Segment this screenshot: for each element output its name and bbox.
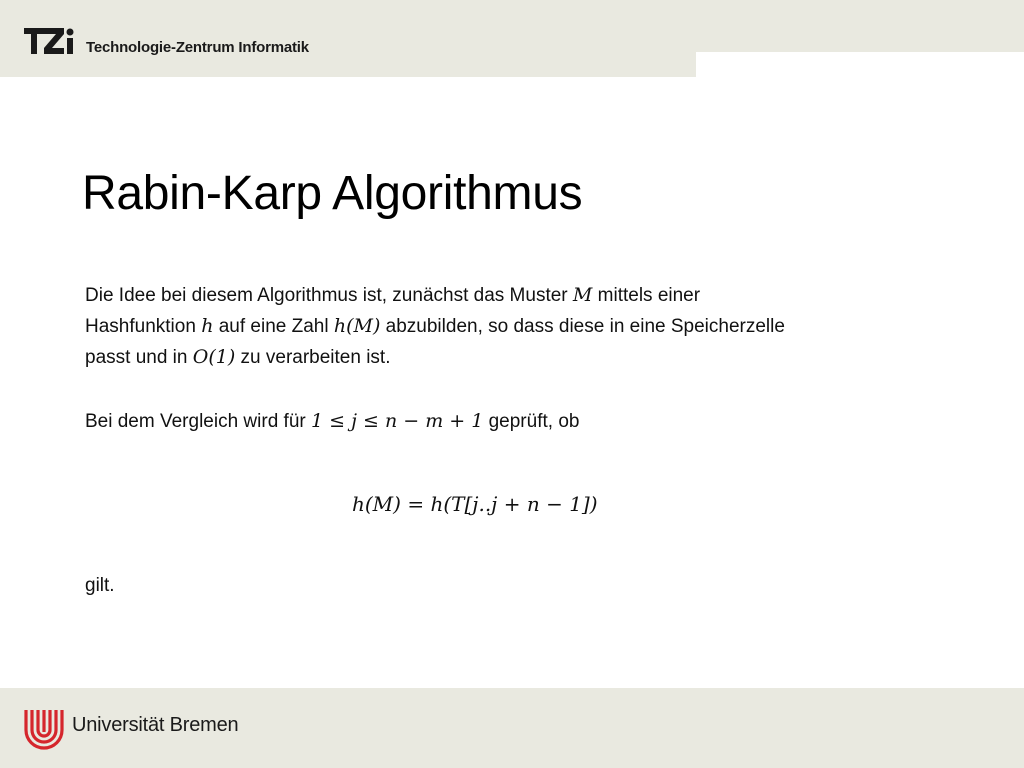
institute-name: Technologie-Zentrum Informatik <box>86 39 309 56</box>
slide-title: Rabin-Karp Algorithmus <box>82 167 583 220</box>
math-condition: 1 ≤ j ≤ n − m + 1 <box>311 410 484 432</box>
display-equation: h(M) = h(T[j..j + n − 1]) <box>352 492 598 516</box>
tzi-logo <box>24 26 76 56</box>
math-symbol: h <box>201 315 214 337</box>
math-expression: O(1) <box>192 346 236 368</box>
paragraph-line: passt und in O(1) zu verarbeiten ist. <box>85 346 391 368</box>
university-logo <box>22 706 66 750</box>
paragraph-closing: gilt. <box>85 575 115 596</box>
math-symbol: M <box>572 284 593 306</box>
math-expression: h(M) <box>333 315 381 337</box>
university-name: Universität Bremen <box>72 714 239 736</box>
paragraph-line: Die Idee bei diesem Algorithmus ist, zunächst das Muster M mittels einer <box>85 284 701 306</box>
paragraph-intro <box>85 280 785 373</box>
paragraph-comparison: Bei dem Vergleich wird für 1 ≤ j ≤ n − m + 1 geprüft, ob <box>85 410 580 432</box>
paragraph-line: Hashfunktion h auf eine Zahl h(M) abzubilden, so dass diese in eine Speicherzelle <box>85 315 785 337</box>
